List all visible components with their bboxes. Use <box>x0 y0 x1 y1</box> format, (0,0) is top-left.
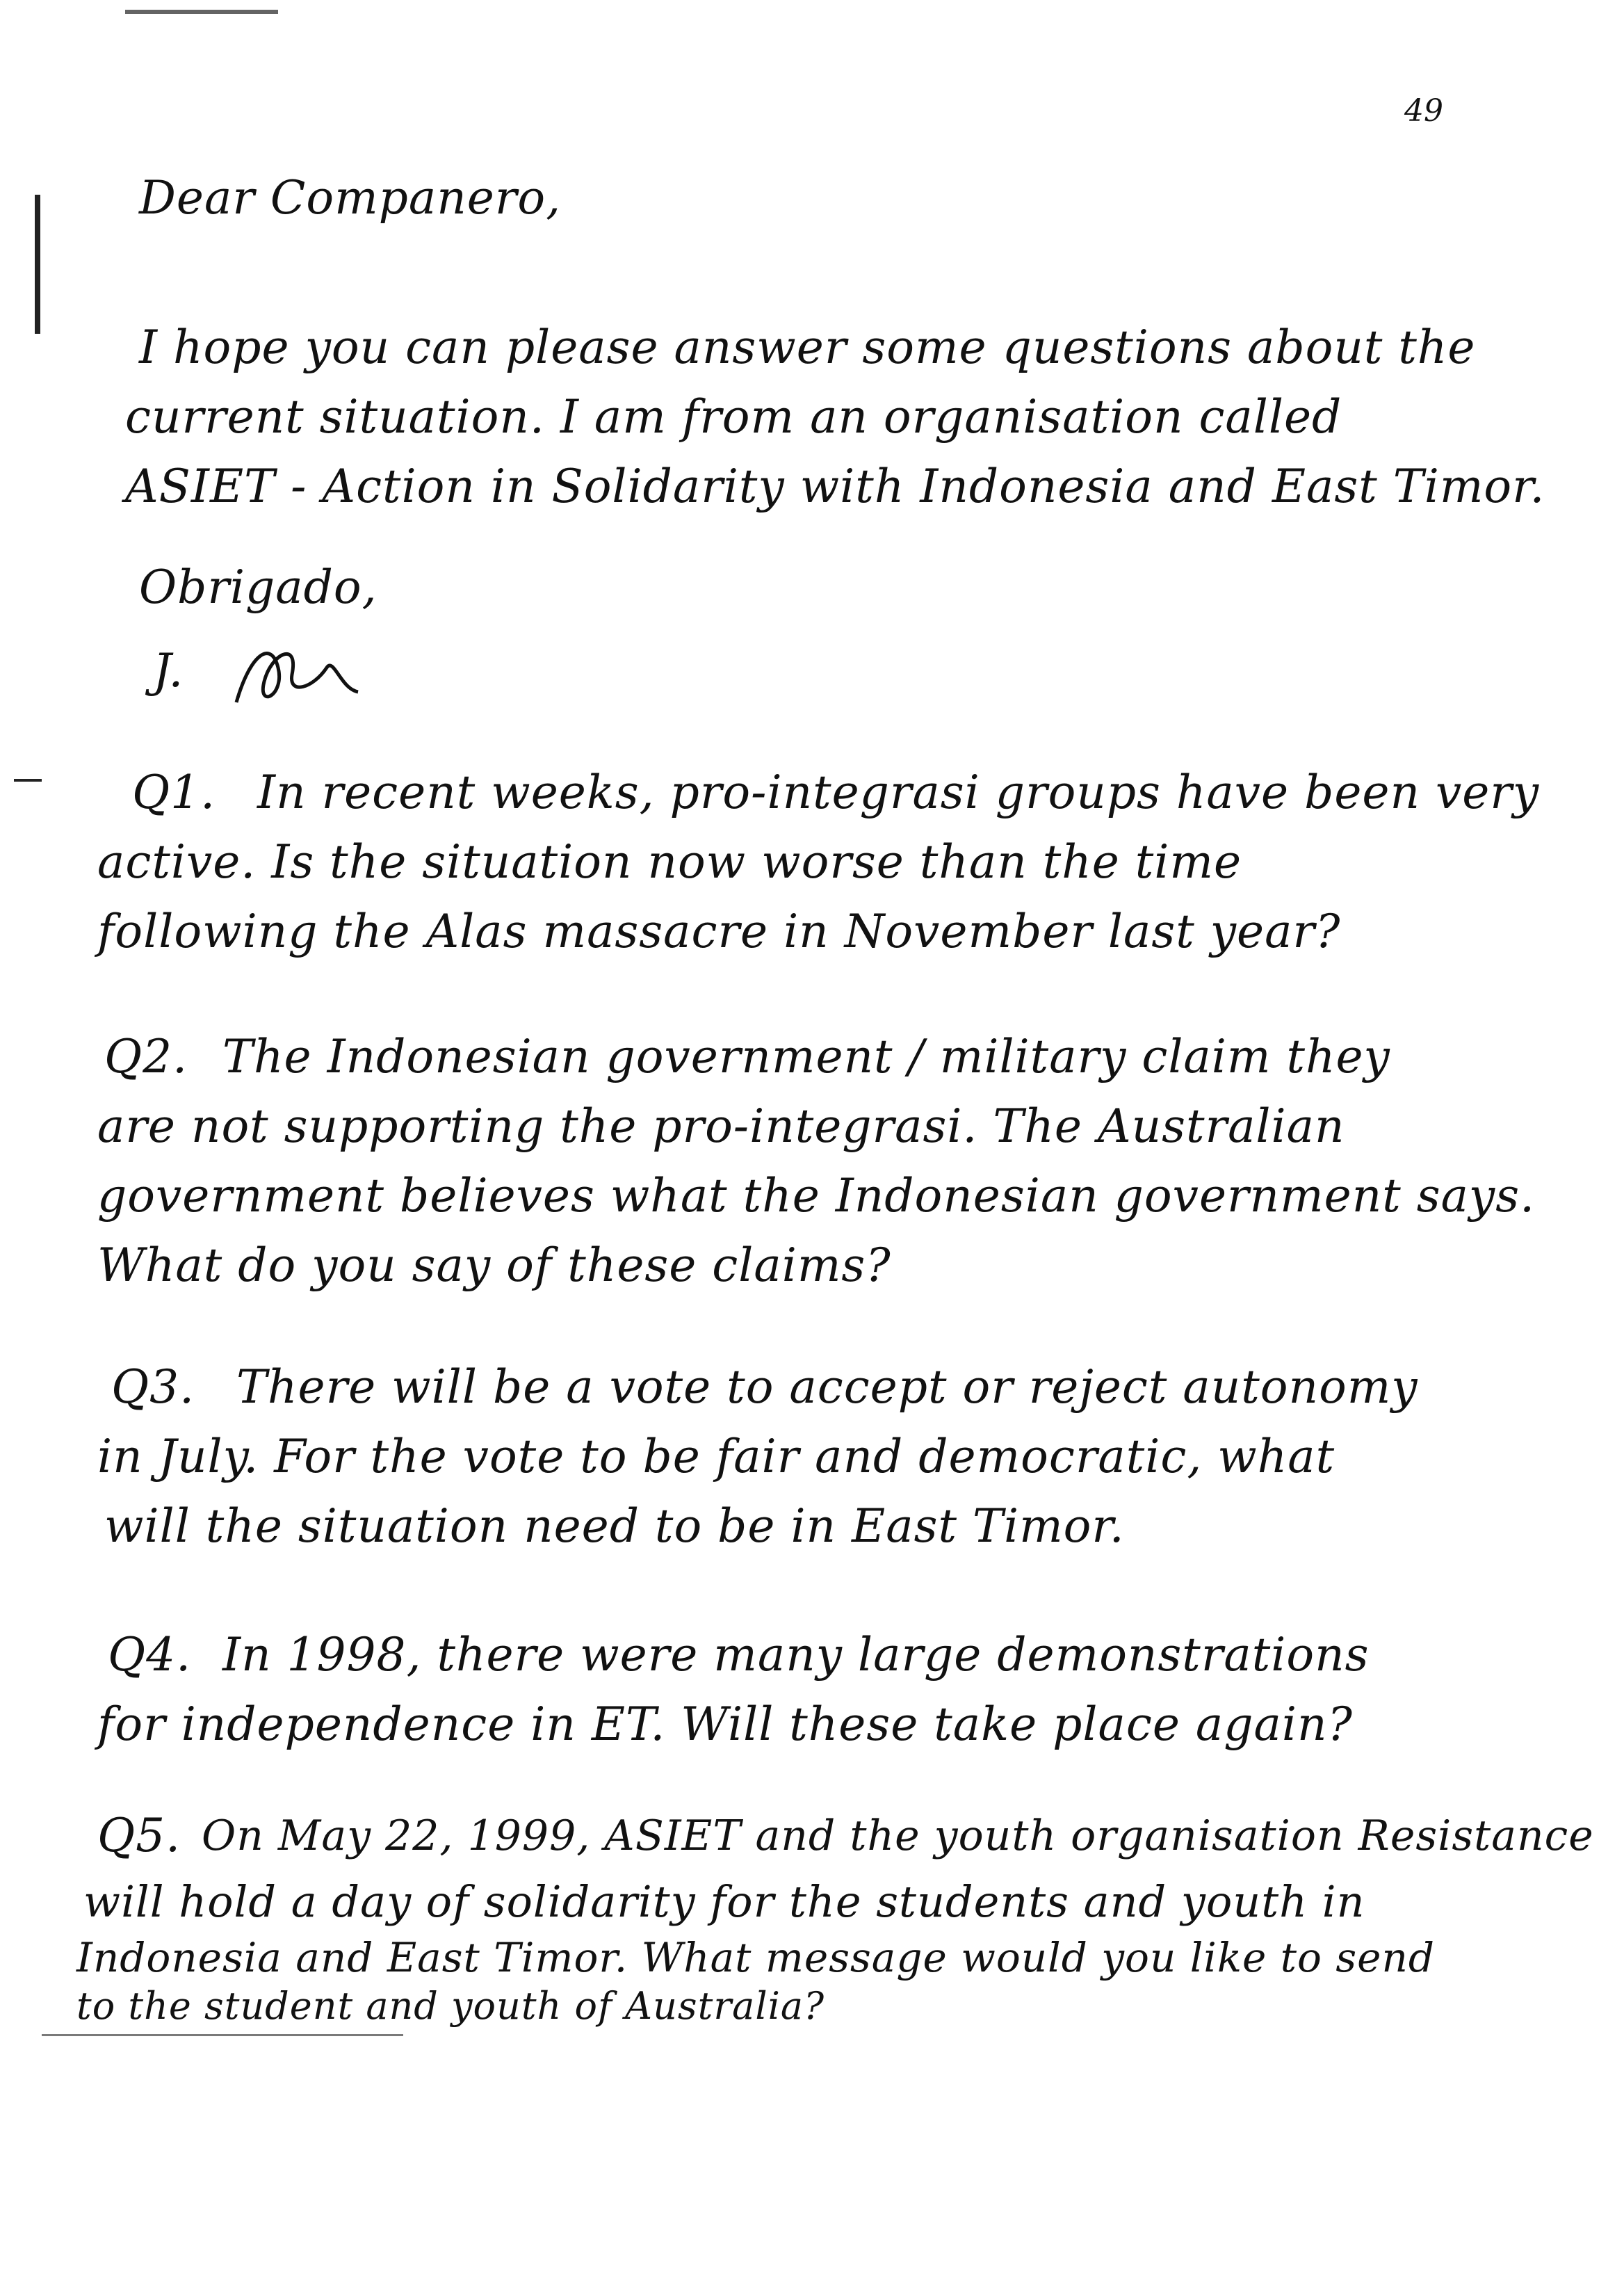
scan-mark-left-tick <box>14 779 42 782</box>
scan-mark-top <box>125 10 278 14</box>
signature-scribble <box>222 626 362 716</box>
question-line: active. Is the situation now worse than the time <box>97 835 1242 889</box>
question-line: Indonesia and East Timor. What message would you like to send <box>76 1934 1435 1981</box>
question-line: The Indonesian government / military claim they <box>222 1030 1390 1083</box>
question-line: On May 22, 1999, ASIET and the youth organisation Resistance <box>202 1812 1594 1860</box>
question-line: In recent weeks, pro-integrasi groups have been very <box>257 766 1540 819</box>
intro-line: ASIET - Action in Solidarity with Indonesia and East Timor. <box>125 460 1545 513</box>
question-label: Q3. <box>111 1360 195 1414</box>
question-line: will hold a day of solidarity for the students and youth in <box>83 1876 1365 1927</box>
question-line: will the situation need to be in East Timor. <box>104 1499 1125 1553</box>
intro-line: current situation. I am from an organisation called <box>125 390 1342 444</box>
salutation: Dear Companero, <box>139 171 562 225</box>
question-line: are not supporting the pro-integrasi. The Australian <box>97 1099 1345 1153</box>
signature-initial: J. <box>153 644 184 697</box>
closing: Obrigado, <box>139 561 377 614</box>
question-line: What do you say of these claims? <box>97 1239 891 1292</box>
question-line: In 1998, there were many large demonstrations <box>222 1628 1370 1682</box>
question-line: government believes what the Indonesian government says. <box>97 1169 1536 1223</box>
question-line: There will be a vote to accept or reject autonomy <box>236 1360 1418 1414</box>
question-label: Q2. <box>104 1030 188 1083</box>
question-line: for independence in ET. Will these take place again? <box>97 1698 1353 1751</box>
scan-mark-left-bar <box>35 195 40 334</box>
question-label: Q1. <box>132 766 216 819</box>
intro-line: I hope you can please answer some questions about the <box>139 321 1476 374</box>
question-label: Q4. <box>108 1628 192 1682</box>
question-line: in July. For the vote to be fair and democratic, what <box>97 1430 1335 1483</box>
question-line: following the Alas massacre in November last year? <box>97 905 1341 958</box>
question-line: to the student and youth of Australia? <box>76 1984 825 2028</box>
question-label: Q5. <box>97 1809 181 1862</box>
page-number: 49 <box>1404 93 1443 129</box>
